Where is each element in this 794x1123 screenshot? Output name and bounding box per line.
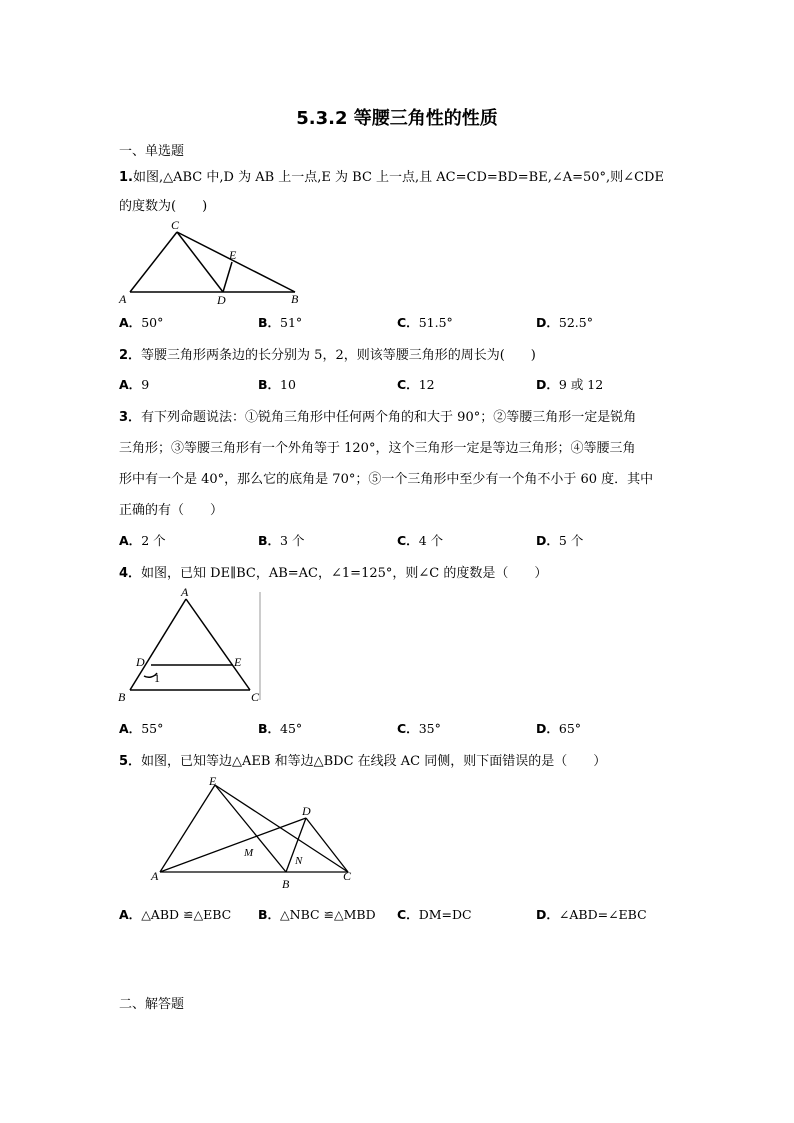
question-1-option-a[interactable]: [119, 313, 163, 331]
q5-label-e: E: [209, 774, 217, 788]
question-3-number: 3．: [119, 410, 142, 425]
q5-label-n: N: [295, 855, 303, 867]
question-4-option-b[interactable]: [258, 719, 302, 737]
option-label: C．: [397, 315, 419, 330]
q1-label-a: A: [119, 292, 127, 306]
question-3-option-d[interactable]: [536, 531, 583, 549]
question-4-number: 4．: [119, 566, 142, 581]
question-1-text: [119, 166, 664, 185]
question-5-number: 5．: [119, 754, 142, 769]
q5-label-m: M: [244, 847, 254, 859]
question-4-option-c[interactable]: [397, 719, 441, 737]
option-text: 12: [418, 377, 435, 392]
question-4-option-d[interactable]: [536, 719, 581, 737]
q5-segment-ae: [160, 785, 215, 872]
option-label: A．: [119, 377, 142, 392]
question-2-number: 2．: [119, 348, 142, 363]
option-label: A．: [119, 315, 142, 330]
option-text: 9 或 12: [558, 377, 604, 392]
q1-label-d: D: [217, 293, 226, 307]
option-text: DM=DC: [418, 907, 472, 922]
question-2-text: [119, 344, 536, 363]
q5-segment-dc: [306, 818, 348, 872]
option-label: B．: [258, 533, 281, 548]
q4-label-b: B: [118, 690, 126, 704]
question-1-option-c[interactable]: [397, 313, 453, 331]
option-label: D．: [536, 377, 559, 392]
question-5-option-c[interactable]: [397, 905, 472, 923]
option-label: C．: [397, 533, 419, 548]
question-5-option-d[interactable]: [536, 905, 647, 923]
option-label: C．: [397, 377, 419, 392]
option-text: 2 个: [141, 533, 166, 548]
question-4-figure: [112, 584, 272, 708]
option-label: A．: [119, 907, 142, 922]
page-title: 5.3.2 等腰三角性的性质: [296, 108, 498, 129]
q5-label-c: C: [343, 869, 352, 883]
question-5-text: [119, 750, 606, 769]
question-5-figure: [140, 772, 370, 896]
question-2-option-c[interactable]: [397, 375, 435, 393]
question-3-line-2: 三角形；③等腰三角形有一个外角等于 120°，这个三角形一定是等边三角形；④等腰三角: [119, 441, 636, 456]
question-3-line-3: 形中有一个是 40°，那么它的底角是 70°；⑤一个三角形中至少有一个角不小于 60 度．其中: [119, 472, 654, 487]
option-label: B．: [258, 377, 281, 392]
option-text: 65°: [558, 721, 582, 736]
option-label: D．: [536, 533, 559, 548]
q4-label-angle-1: 1: [154, 671, 160, 685]
option-text: 5 个: [558, 533, 584, 548]
option-label: B．: [258, 907, 281, 922]
option-label: D．: [536, 721, 559, 736]
q1-segment-ac: [130, 232, 177, 292]
q5-label-a: A: [151, 869, 159, 883]
question-1-figure: [115, 216, 315, 308]
question-4-text: [119, 562, 547, 581]
question-3-line-1: 有下列命题说法：①锐角三角形中任何两个角的和大于 90°；②等腰三角形一定是锐角: [141, 410, 637, 425]
question-2-line-1: 等腰三角形两条边的长分别为 5，2，则该等腰三角形的周长为( ): [141, 348, 536, 363]
q5-label-b: B: [282, 877, 290, 891]
section-heading-single-choice: 一、单选题: [119, 144, 185, 159]
option-label: D．: [536, 907, 559, 922]
q4-label-c: C: [251, 690, 260, 704]
option-text: 51°: [280, 315, 303, 330]
question-5-line-1: 如图，已知等边△AEB 和等边△BDC 在线段 AC 同侧，则下面错误的是（ ）: [141, 754, 607, 769]
q4-segment-ac: [186, 599, 250, 690]
question-5-option-b[interactable]: [258, 905, 376, 923]
option-label: A．: [119, 533, 142, 548]
q1-segment-cb: [177, 232, 295, 292]
q4-label-d: D: [136, 655, 145, 669]
q1-segment-cd: [177, 232, 223, 292]
question-1-option-b[interactable]: [258, 313, 302, 331]
question-2-option-b[interactable]: [258, 375, 296, 393]
q5-segment-ec: [215, 785, 348, 872]
option-text: △NBC ≌△MBD: [280, 907, 376, 922]
option-text: 9: [141, 377, 150, 392]
option-text: 45°: [280, 721, 303, 736]
question-1-line-1: 如图,△ABC 中,D 为 AB 上一点,E 为 BC 上一点,且 AC=CD=BD=BE,∠A=50°,则∠CDE: [132, 170, 664, 185]
option-text: 50°: [141, 315, 164, 330]
option-text: 4 个: [418, 533, 444, 548]
q1-label-e: E: [229, 248, 237, 262]
question-2-option-d[interactable]: [536, 375, 603, 393]
q5-label-d: D: [302, 804, 311, 818]
option-label: A．: [119, 721, 142, 736]
q1-label-c: C: [171, 218, 180, 232]
question-3-option-a[interactable]: [119, 531, 166, 549]
question-3-line-4: 正确的有（ ）: [119, 503, 224, 518]
question-1-number: 1.: [119, 170, 133, 185]
question-3-option-b[interactable]: [258, 531, 304, 549]
question-1-line-2: 的度数为( ): [119, 199, 208, 214]
question-5-option-a[interactable]: [119, 905, 231, 923]
option-text: △ABD ≌△EBC: [141, 907, 232, 922]
option-text: ∠ABD=∠EBC: [558, 907, 647, 922]
option-label: C．: [397, 721, 419, 736]
option-label: B．: [258, 315, 281, 330]
option-text: 3 个: [280, 533, 305, 548]
question-1-option-d[interactable]: [536, 313, 593, 331]
section-heading-answer: 二、解答题: [119, 997, 185, 1012]
q5-segment-ad: [160, 818, 306, 872]
option-label: D．: [536, 315, 559, 330]
q1-label-b: B: [291, 292, 299, 306]
q4-label-e: E: [234, 655, 242, 669]
option-text: 10: [280, 377, 296, 392]
option-text: 35°: [418, 721, 441, 736]
option-text: 52.5°: [558, 315, 593, 330]
option-label: C．: [397, 907, 419, 922]
option-text: 51.5°: [418, 315, 453, 330]
question-2-option-a[interactable]: [119, 375, 149, 393]
question-3-option-c[interactable]: [397, 531, 443, 549]
option-text: 55°: [141, 721, 164, 736]
option-label: B．: [258, 721, 281, 736]
q1-segment-de: [223, 262, 232, 292]
question-4-line-1: 如图，已知 DE∥BC，AB=AC，∠1=125°，则∠C 的度数是（ ）: [141, 566, 548, 581]
question-4-option-a[interactable]: [119, 719, 163, 737]
q4-label-a: A: [181, 585, 189, 599]
question-3-text: [119, 406, 636, 425]
